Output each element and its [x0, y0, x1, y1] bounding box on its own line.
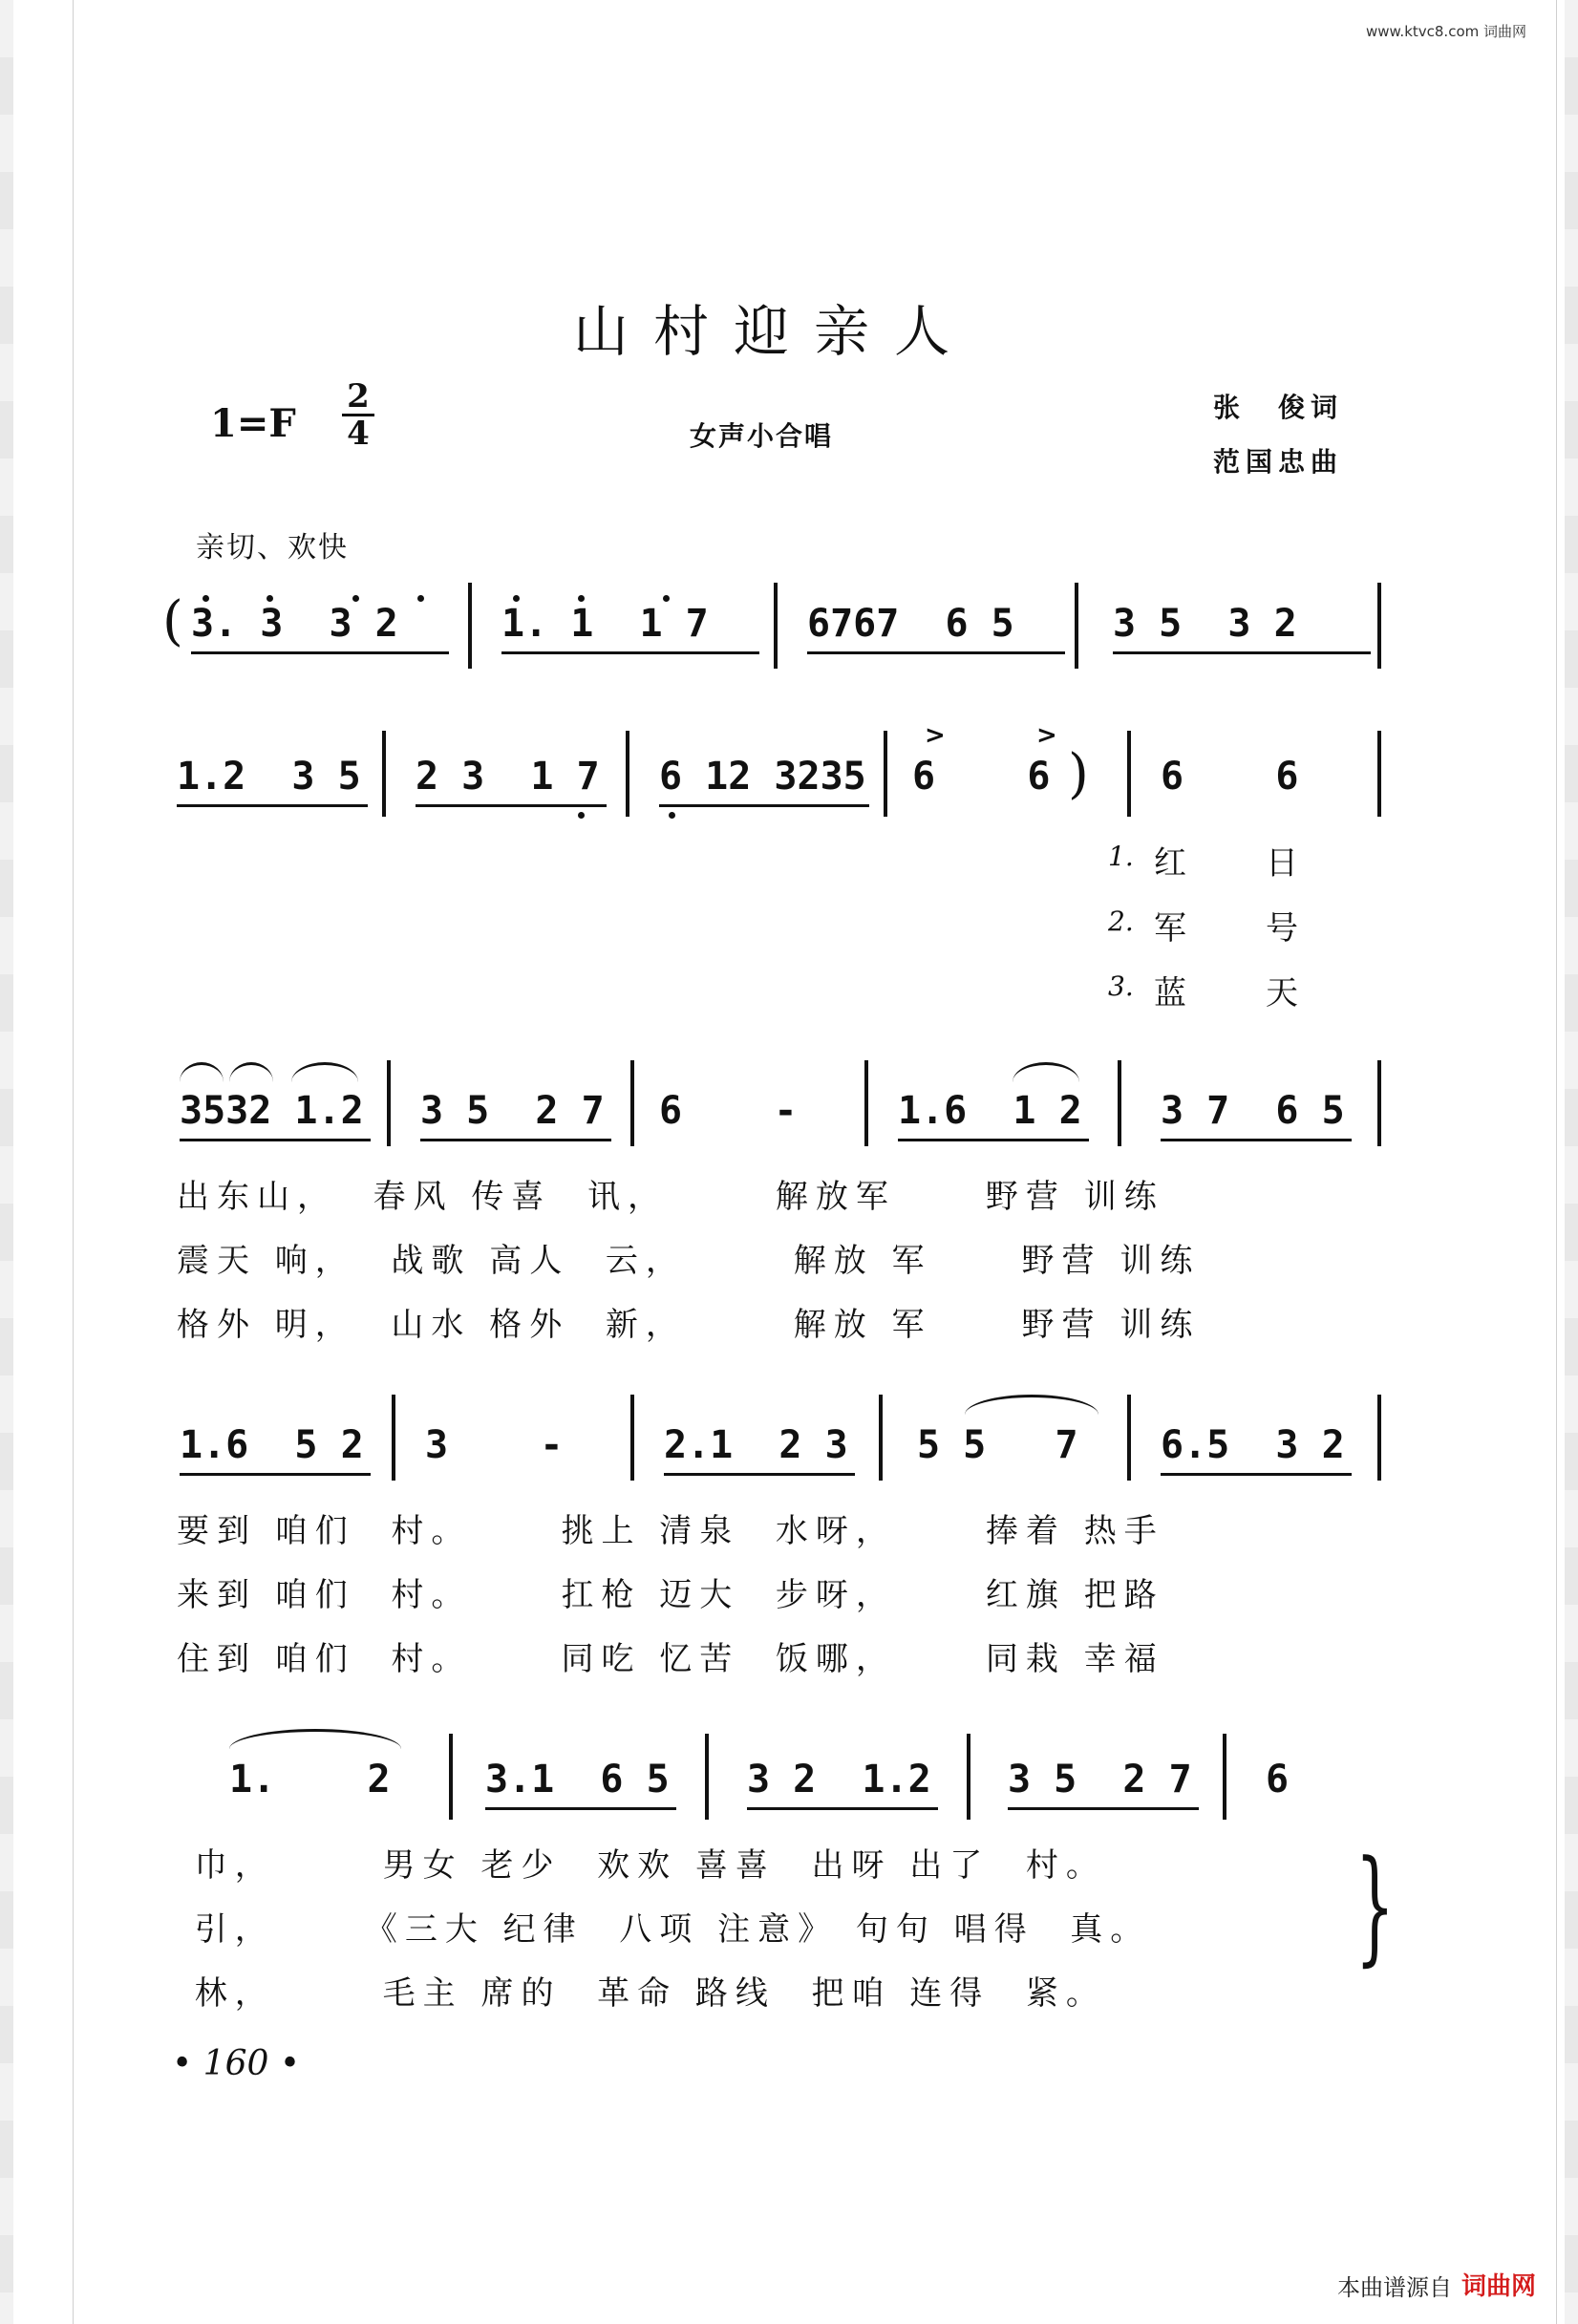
- measure: 1. 2: [229, 1758, 391, 1802]
- measure: 3. 3 3 2: [191, 602, 398, 646]
- barline: [864, 1060, 868, 1146]
- octave-dot: [578, 595, 585, 602]
- lyric-line: 来到 咱们 村。 扛枪 迈大 步呀， 红旗 把路: [177, 1576, 1164, 1614]
- left-edge-strip: [0, 0, 13, 2324]
- octave-dot: [267, 595, 273, 602]
- measure: 6.5 3 2: [1161, 1423, 1345, 1467]
- beam: [501, 651, 759, 654]
- beam: [1161, 1473, 1352, 1476]
- lyric-line: 出东山， 春风 传喜 讯， 解放军 野营 训练: [177, 1178, 1164, 1216]
- measure: 2.1 2 3: [664, 1423, 848, 1467]
- beam: [191, 651, 449, 654]
- measure: 3 5 2 7: [1008, 1758, 1192, 1802]
- measure: 1.6 1 2: [898, 1089, 1082, 1133]
- barline: [1377, 731, 1381, 817]
- verse-number: 2.: [1108, 906, 1134, 937]
- barline: [449, 1734, 453, 1820]
- song-title: 山村迎亲人: [573, 299, 975, 364]
- octave-dot: [352, 595, 359, 602]
- octave-dot: [417, 595, 424, 602]
- site-url[interactable]: www.ktvc8.com 词曲网: [1366, 23, 1527, 40]
- measure: 2 3 1 7: [416, 755, 600, 799]
- barline: [884, 731, 887, 817]
- measure: 6767 6 5: [807, 602, 1014, 646]
- beam: [664, 1473, 855, 1476]
- footer-source-label: 本曲谱源自: [1337, 2274, 1452, 2301]
- time-numerator: 2: [347, 377, 370, 416]
- measure: 3 5 3 2: [1113, 602, 1297, 646]
- accent-mark: >: [1036, 721, 1057, 750]
- lyric-word: 军: [1154, 909, 1186, 948]
- beam: [420, 1139, 611, 1141]
- lyric-word: 蓝: [1154, 974, 1186, 1013]
- barline: [879, 1395, 883, 1481]
- measure: 1.2 3 5: [177, 755, 361, 799]
- measure: 3 -: [425, 1423, 564, 1467]
- measure: 3 2 1.2: [747, 1758, 931, 1802]
- page-number: • 160 •: [172, 2044, 301, 2083]
- composer-credit: 范国忠曲: [1213, 446, 1344, 478]
- beam: [898, 1139, 1089, 1141]
- measure: 1.6 5 2: [180, 1423, 364, 1467]
- tempo-marking: 亲切、欢快: [196, 531, 349, 565]
- measure: 5 5 7: [917, 1423, 1078, 1467]
- key-signature: 1=F: [210, 401, 296, 446]
- measure: 6 6: [912, 755, 1051, 799]
- barline: [626, 731, 629, 817]
- beam: [747, 1807, 938, 1810]
- beam: [807, 651, 1065, 654]
- barline: [774, 583, 778, 669]
- octave-dot: [663, 595, 670, 602]
- beam: [1008, 1807, 1199, 1810]
- footer-brand-link[interactable]: 词曲网: [1461, 2272, 1537, 2301]
- lyric-word: 天: [1266, 974, 1298, 1013]
- lyric-line: 格外 明， 山水 格外 新， 解放 军 野营 训练: [177, 1306, 1201, 1344]
- measure: 6 6: [1161, 755, 1299, 799]
- lyric-word: 红: [1154, 844, 1186, 883]
- barline: [387, 1060, 391, 1146]
- barline: [382, 731, 386, 817]
- barline: [630, 1395, 634, 1481]
- beam: [177, 804, 368, 807]
- barline: [705, 1734, 709, 1820]
- barline: [1377, 583, 1381, 669]
- barline: [468, 583, 472, 669]
- verse-number: 3.: [1108, 970, 1134, 1002]
- repeat-close-paren: ): [1068, 743, 1089, 805]
- accent-mark: >: [925, 721, 946, 750]
- measure: 3.1 6 5: [485, 1758, 670, 1802]
- octave-dot-below: [669, 812, 675, 819]
- time-denominator: 4: [347, 415, 370, 453]
- octave-dot: [513, 595, 520, 602]
- lyricist-credit: 张 俊词: [1213, 392, 1344, 423]
- lyric-line: 要到 咱们 村。 挑上 清泉 水呀， 捧着 热手: [177, 1512, 1164, 1550]
- barline: [1377, 1395, 1381, 1481]
- performance-type: 女声小合唱: [690, 420, 834, 452]
- barline: [630, 1060, 634, 1146]
- beam: [180, 1139, 371, 1141]
- barline: [1118, 1060, 1121, 1146]
- measure: 6 12 3235: [659, 755, 866, 799]
- measure: 3532 1.2: [180, 1089, 364, 1133]
- right-edge-strip: [1565, 0, 1578, 2324]
- beam: [180, 1473, 371, 1476]
- lyric-line: 住到 咱们 村。 同吃 忆苦 饭哪， 同栽 幸福: [177, 1640, 1164, 1678]
- verse-number: 1.: [1108, 841, 1134, 872]
- time-signature: [342, 377, 374, 453]
- beam: [485, 1807, 676, 1810]
- measure: 3 5 2 7: [420, 1089, 605, 1133]
- lyric-line: 震天 响， 战歌 高人 云， 解放 军 野营 训练: [177, 1242, 1201, 1280]
- barline: [1223, 1734, 1226, 1820]
- measure: 3 7 6 5: [1161, 1089, 1345, 1133]
- measure: 6 -: [659, 1089, 798, 1133]
- octave-dot: [203, 595, 209, 602]
- barline: [1127, 731, 1131, 817]
- octave-dot-below: [578, 812, 585, 819]
- lyric-word: 号: [1266, 909, 1298, 948]
- barline: [967, 1734, 970, 1820]
- repeat-open-paren: (: [162, 590, 183, 652]
- beam: [416, 804, 607, 807]
- barline: [1127, 1395, 1131, 1481]
- beam: [1113, 651, 1371, 654]
- lyric-line: 林， 毛主 席的 革命 路线 把咱 连得 紧。: [177, 1974, 1106, 2013]
- lyric-line: 巾， 男女 老少 欢欢 喜喜 出呀 出了 村。: [177, 1846, 1106, 1885]
- barline: [1075, 583, 1078, 669]
- beam: [659, 804, 869, 807]
- barline: [1377, 1060, 1381, 1146]
- lyric-line: 引， 《三大 纪律 八项 注意》 句句 唱得 真。: [177, 1910, 1151, 1949]
- measure: 1. 1 1 7: [501, 602, 709, 646]
- verse-brace: }: [1354, 1833, 1396, 1978]
- lyric-word: 日: [1266, 844, 1298, 883]
- barline: [392, 1395, 395, 1481]
- beam: [1161, 1139, 1352, 1141]
- measure: 6: [1266, 1758, 1290, 1802]
